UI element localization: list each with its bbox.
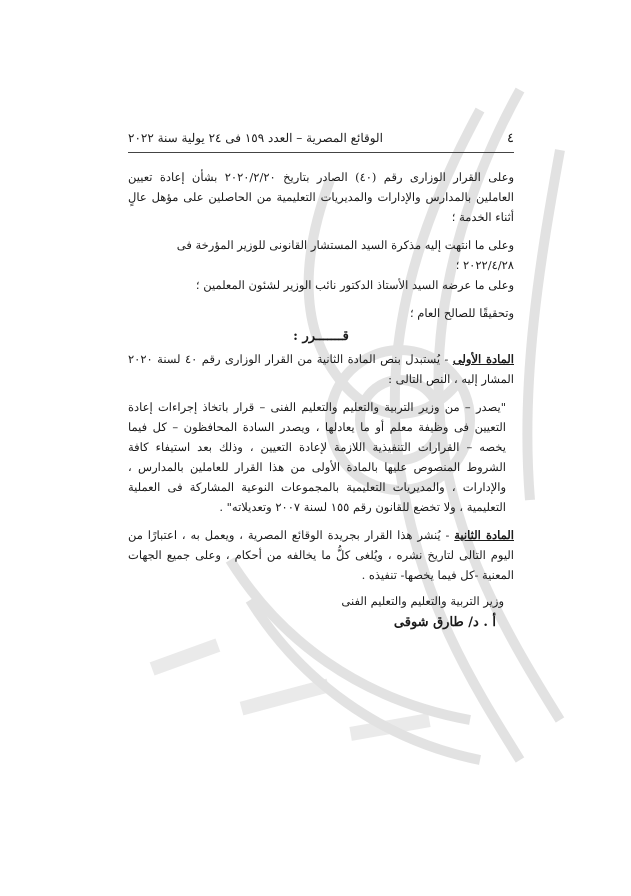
page-number: ٤ bbox=[507, 131, 514, 146]
article-2-heading: المادة الثانية bbox=[454, 528, 514, 542]
article-2-text: - يُنشر هذا القرار بجريدة الوقائع المصرية ، ويعمل به ، اعتبارًا من اليوم التالى لتاريخ نشره ، ويُلغى كلُّ ما يخالفه من أحكام ، وعلى جميع الجهات المعنية -كل فيما يخصها- تنفيذه . bbox=[128, 528, 514, 582]
article-1-intro bbox=[128, 349, 514, 389]
preamble-3: وعلى ما عرضه السيد الأستاذ الدكتور نائب الوزير لشئون المعلمين ؛ bbox=[195, 278, 514, 292]
signature-title: وزير التربية والتعليم والتعليم الفنى bbox=[341, 594, 504, 608]
article-1-heading: المادة الأولى bbox=[452, 352, 515, 366]
article-2 bbox=[128, 525, 514, 585]
preamble-2: وعلى ما انتهت إليه مذكرة السيد المستشار القانونى للوزير المؤرخة فى ٢٠٢٢/٤/٢٨ ؛ bbox=[176, 238, 514, 272]
document-page bbox=[128, 128, 514, 633]
article-1-text: "يصدر – من وزير التربية والتعليم والتعليم الفنى – قرار باتخاذ إجراءات إعادة التعيين فى وظيفة معلم أو ما يعادلها ، ويصدر السادة المحافظون – كل فيما يخصه – القرارات التنفيذية اللازمة لإعادة التعيين ، وذلك بعد استيفاء كافة الشروط المنصوص عليها بالمادة الأولى من هذا القرار للعاملين بالمدارس ، والإدارات ، والمديريات التعليمية بالمجموعات النوعية المشاركة فى العملية التعليمية ، ولا تخضع للقانون رقم ١٥٥ لسنة ٢٠٠٧ وتعديلاته" . bbox=[128, 400, 506, 514]
preamble-4: وتحقيقًا للصالح العام ؛ bbox=[410, 306, 514, 320]
page-header bbox=[128, 128, 514, 153]
gazette-title: الوقائع المصرية – العدد ١٥٩ فى ٢٤ يولية سنة ٢٠٢٢ bbox=[128, 131, 383, 145]
preamble-1: وعلى القرار الوزارى رقم (٤٠) الصادر بتاريخ ٢٠٢٠/٢/٢٠ بشأن إعادة تعيين العاملين بالمدارس والإدارات والمديريات التعليمية من الحاصلين على مؤهل عالٍ أثناء الخدمة ؛ bbox=[128, 170, 515, 224]
decision-heading: قـــــــرر : bbox=[293, 329, 349, 344]
signature-name: أ . د/ طارق شوقى bbox=[393, 615, 496, 630]
article-1-intro-text: - يُستبدل بنص المادة الثانية من القرار الوزارى رقم ٤٠ لسنة ٢٠٢٠ المشار إليه ، النص التالى : bbox=[128, 352, 514, 386]
